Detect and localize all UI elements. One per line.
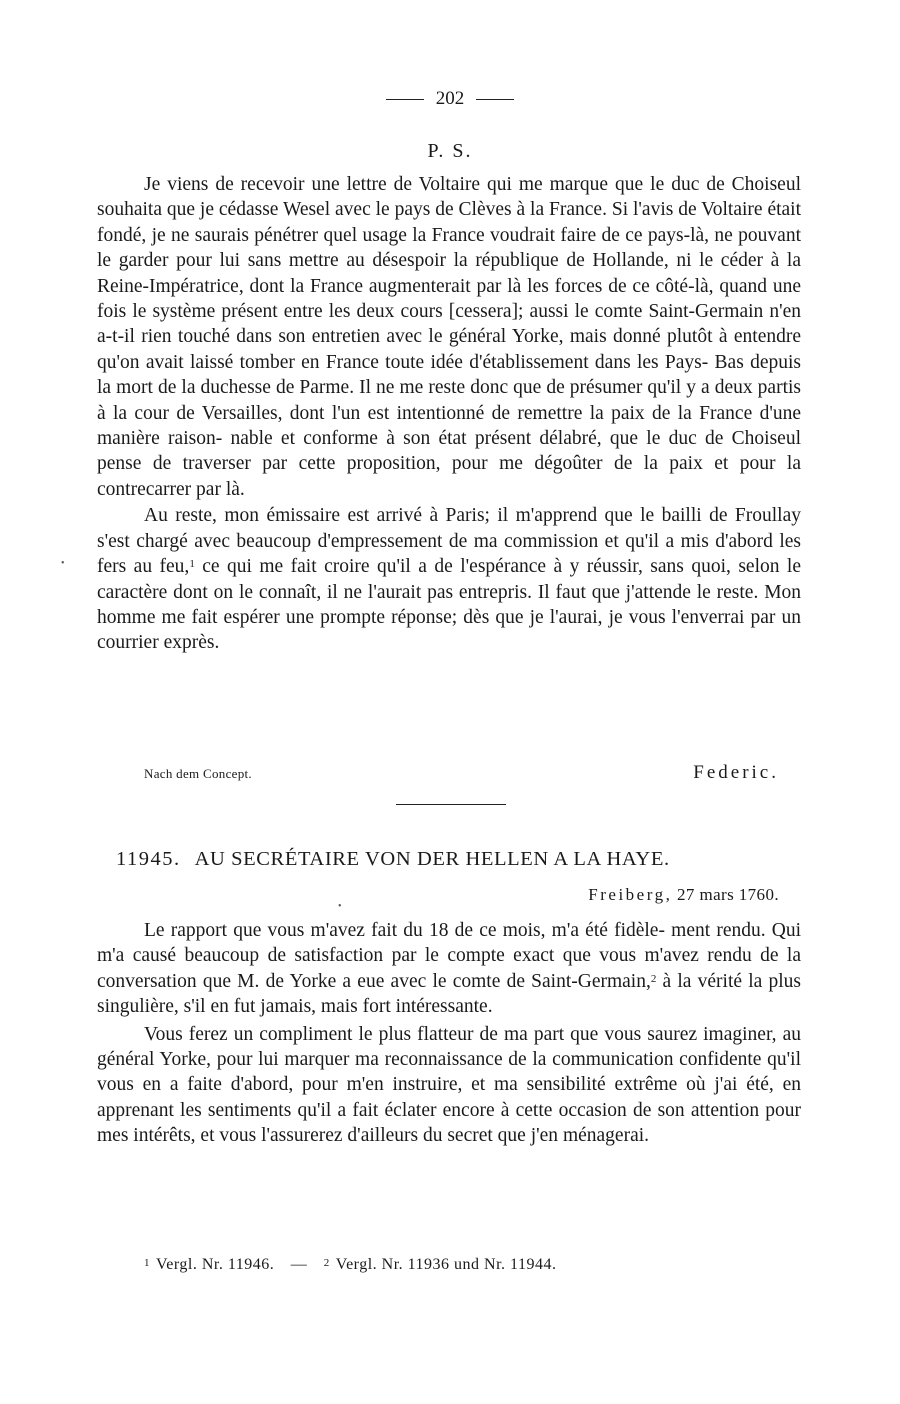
footnote-ref-2: 2 <box>650 972 657 985</box>
footnote-2: Vergl. Nr. 11936 und Nr. 11944. <box>335 1256 557 1273</box>
letter-paragraph: Le rapport que vous m'avez fait du 18 de ce mois, m'a été fidèle- ment rendu. Qui m'a causé beaucoup de satisfaction par le compte exact que vous m'avez rendu de la conversation que M. de Yorke a eue avec le comte de Saint-Germain,$^2$ à la vérité la plus singulière, s'il en fut jamais, mais fort intéressante. <box>97 920 802 1018</box>
page-number: 202 <box>435 88 465 109</box>
footnote-1: Vergl. Nr. 11946. <box>156 1256 275 1273</box>
letter-date: 27 mars 1760. <box>677 885 779 904</box>
footnote-mark-2: 2 <box>323 1257 330 1269</box>
letter-title: AU SECRÉTAIRE VON DER HELLEN A LA HAYE. <box>194 848 670 870</box>
print-speck: • <box>338 901 342 912</box>
print-speck: • <box>61 558 65 569</box>
header-dash-left <box>386 99 424 100</box>
footnote-ref-1: 1 <box>189 558 195 571</box>
signature-row <box>144 762 779 784</box>
postscript-heading: P. S. <box>427 140 473 162</box>
signature: Federic. <box>693 762 779 783</box>
footnote-separator: — <box>290 1256 308 1273</box>
letter-heading <box>116 848 796 871</box>
section-separator <box>396 804 506 805</box>
letter-dateline <box>588 885 779 905</box>
page-header <box>0 88 900 110</box>
letter-place: Freiberg, <box>588 885 673 904</box>
letter-body <box>97 918 801 1149</box>
letter-paragraph: Vous ferez un compliment le plus flatteur de ma part que vous saurez imaginer, au général Yorke, pour lui marquer ma reconnaissance de la communication confidente qu'il vous en a faite d'abord, pour m'en instruire, et ma sensibilité extrême où j'ai été, en apprenant les sentiments qu'il a fait éclater encore à cette occasion de son attention pour mes intérêts, et vous l'assurerez d'ailleurs du secret que j'en ménagerai. <box>97 1023 802 1147</box>
footnote-mark-1: 1 <box>144 1257 150 1269</box>
postscript-paragraph: Au reste, mon émissaire est arrivé à Paris; il m'apprend que le bailli de Froullay s'est chargé avec beaucoup d'empressement de ma commission et qu'il a mis d'abord les fers au feu,$^1$ ce qui me fait croire qu'il a de l'espérance à y réussir, sans quoi, selon le caractère dont on le connaît, il ne l'aurait pas entrepris. Il faut que j'attende le reste. Mon homme me fait espérer une prompte réponse; dès que je l'aurai, je vous l'enverrai par un courrier exprès. <box>97 505 802 654</box>
source-note: Nach dem Concept. <box>144 766 252 781</box>
header-dash-right <box>476 99 514 100</box>
letter-number: 11945. <box>116 848 181 870</box>
postscript-body <box>97 172 801 656</box>
footnotes <box>144 1256 556 1274</box>
postscript-paragraph: Je viens de recevoir une lettre de Voltaire qui me marque que le duc de Choiseul souhaita que je cédasse Wesel avec le pays de Clèves à la France. Si l'avis de Voltaire était fondé, je ne saurais pénétrer quel usage la France voudrait faire de ce pays-là, ne pouvant le garder pour lui sans mettre au désespoir la république de Hollande, ni le céder à la Reine-Impératrice, dont la France augmenterait par là les forces de ce côté-là, quand une fois le système présent entre les deux cours [cessera]; aussi le comte Saint-Germain n'en a-t-il rien touché dans son entretien avec le général Yorke, mais donné plutôt à entendre qu'on avait laissé tomber en France toute idée d'établissement dans les Pays- Bas depuis la mort de la duchesse de Parme. Il ne me reste donc que de présumer qu'il y a deux partis à la cour de Versailles, dont l'un est intentionné de remettre la paix de la France d'une manière raison- nable et conforme à son état présent délabré, que le duc de Choiseul pense de traverser par cette proposition, pour me dégoûter de la paix et pour la contrecarrer par là. <box>97 174 802 500</box>
